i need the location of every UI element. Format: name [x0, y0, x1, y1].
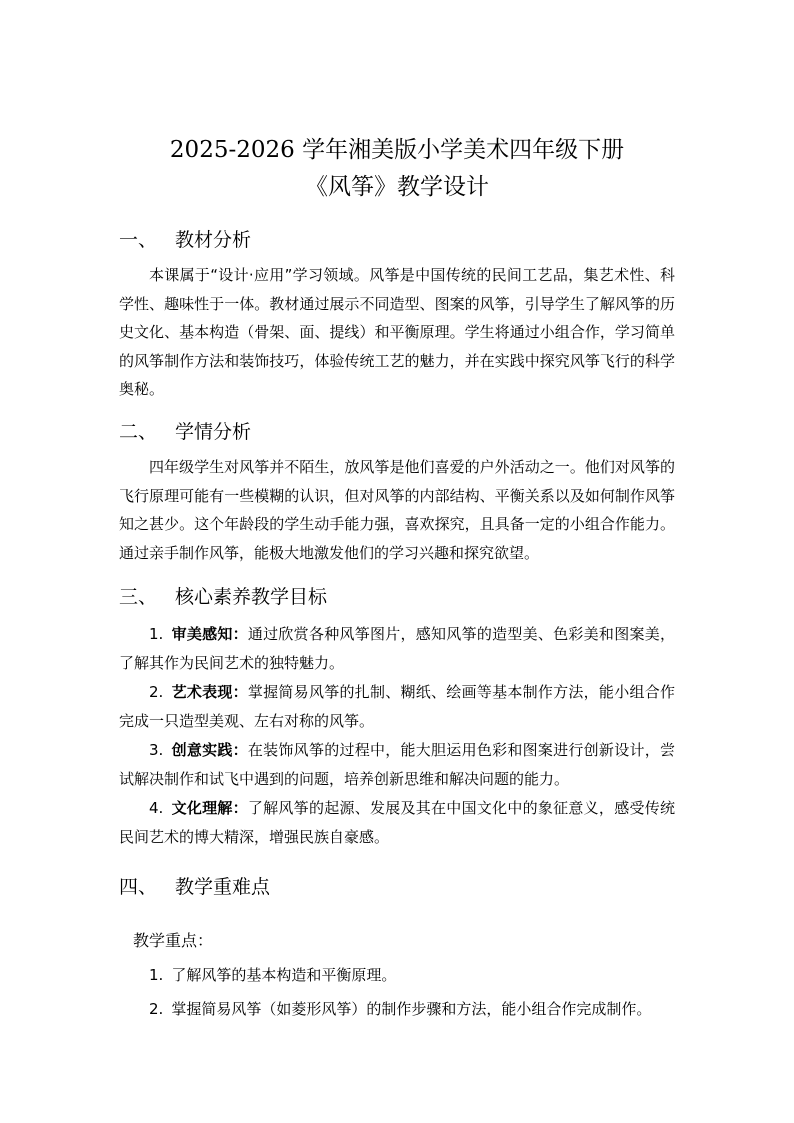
goal-aesthetic-perception: [119, 620, 675, 677]
goal-label: 艺术表现：: [171, 683, 248, 701]
section-number: 四、: [119, 876, 158, 898]
student-analysis-paragraph: 四年级学生对风筝并不陌生，放风筝是他们喜爱的户外活动之一。他们对风筝的飞行原理可能有一些模糊的认识，但对风筝的内部结构、平衡关系以及如何制作风筝知之甚少。这个年龄段的学生动手能力强，喜欢探究，且具备一定的小组合作能力。通过亲手制作风筝，能极大地激发他们的学习兴趣和探究欲望。: [119, 458, 675, 562]
goal-number: 1.: [149, 625, 164, 643]
section-heading-text: 学情分析: [175, 421, 252, 443]
goal-text: 通过欣赏各种风筝图片，感知风筝的造型美、色彩美和图案美，了解其作为民间艺术的独特魅力。: [119, 625, 675, 672]
document-title-line1: 2025-2026 学年湘美版小学美术四年级下册: [169, 137, 625, 163]
goal-text: 在装饰风筝的过程中，能大胆运用色彩和图案进行创新设计，尝试解决制作和试飞中遇到的问题，培养创新思维和解决问题的能力。: [119, 741, 675, 788]
textbook-analysis-paragraph: 本课属于“设计·应用”学习领域。风筝是中国传统的民间工艺品，集艺术性、科学性、趣味性于一体。教材通过展示不同造型、图案的风筝，引导学生了解风筝的历史文化、基本构造（骨架、面、提线）和平衡原理。学生将通过小组合作，学习简单的风筝制作方法和装饰技巧，体验传统工艺的魅力，并在实践中探究风筝飞行的科学奥秘。: [119, 266, 675, 398]
goal-cultural-understanding: [119, 794, 675, 851]
goal-artistic-expression: [119, 678, 675, 735]
item-number: 2.: [149, 1000, 164, 1018]
teaching-focus-item: [149, 963, 396, 987]
teaching-focus-item: [149, 997, 651, 1021]
section-heading-core-literacy-goals: [119, 585, 327, 609]
section-heading-text: 教材分析: [175, 229, 252, 251]
section-heading-textbook-analysis: [119, 228, 251, 252]
item-number: 1.: [149, 966, 164, 984]
item-text: 了解风筝的基本构造和平衡原理。: [171, 966, 397, 984]
section-heading-text: 核心素养教学目标: [175, 586, 328, 608]
section-number: 三、: [119, 586, 158, 608]
goal-label: 文化理解：: [171, 799, 248, 817]
goal-number: 4.: [149, 799, 164, 817]
section-number: 二、: [119, 421, 158, 443]
section-heading-key-difficult-points: [119, 875, 270, 899]
goal-number: 2.: [149, 683, 164, 701]
teaching-focus-subheading: 教学重点：: [133, 931, 214, 950]
goal-creative-practice: [119, 736, 675, 793]
section-number: 一、: [119, 229, 158, 251]
section-heading-text: 教学重难点: [175, 876, 271, 898]
goal-number: 3.: [149, 741, 164, 759]
section-heading-student-analysis: [119, 420, 251, 444]
item-text: 掌握简易风筝（如菱形风筝）的制作步骤和方法，能小组合作完成制作。: [171, 1000, 652, 1018]
goal-label: 审美感知：: [171, 625, 248, 643]
goal-label: 创意实践：: [171, 741, 248, 759]
goal-text: 了解风筝的起源、发展及其在中国文化中的象征意义，感受传统民间艺术的博大精深，增强民族自豪感。: [119, 799, 675, 846]
document-title-line2: 《风筝》教学设计: [305, 174, 489, 200]
goal-text: 掌握简易风筝的扎制、糊纸、绘画等基本制作方法，能小组合作完成一只造型美观、左右对称的风筝。: [119, 683, 675, 730]
